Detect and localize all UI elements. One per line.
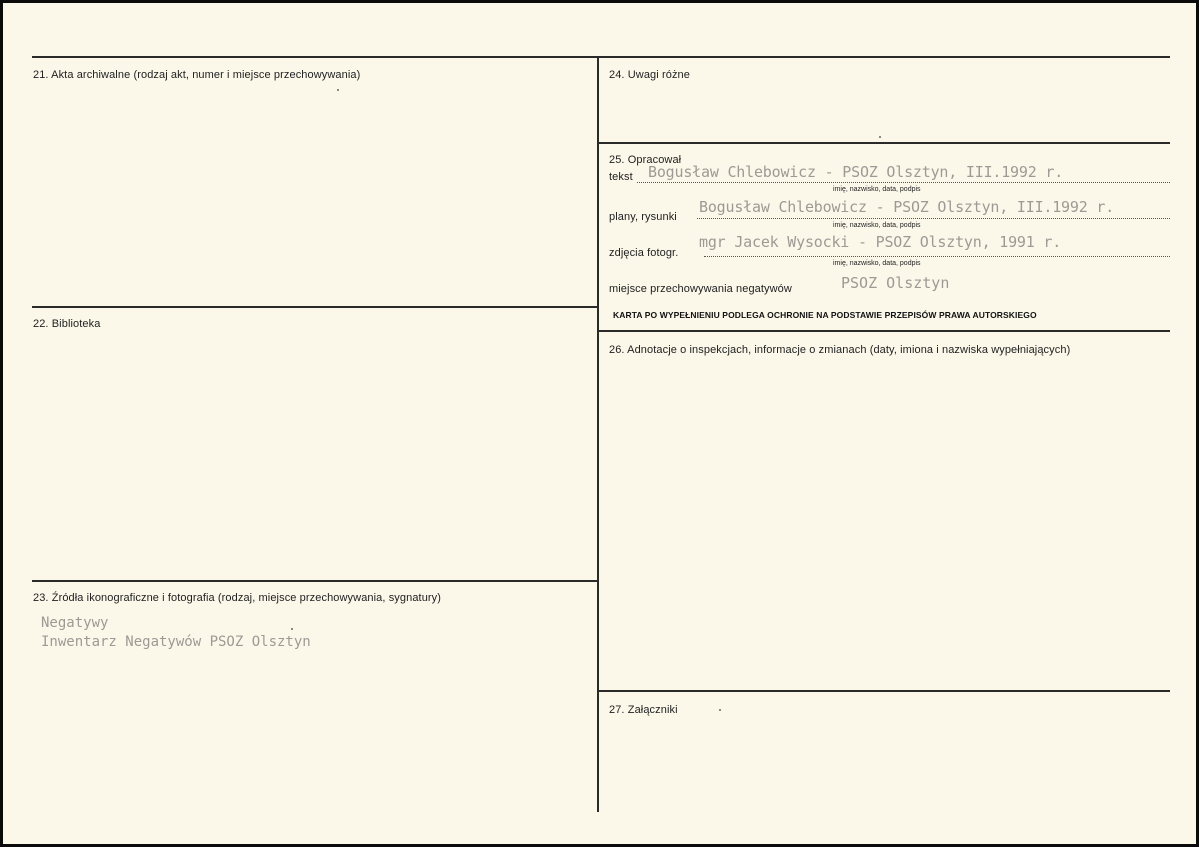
section-27-label: 27. Załączniki xyxy=(609,704,678,716)
text-author-dotline xyxy=(637,182,1170,183)
rule-25-26 xyxy=(597,330,1170,332)
rule-21-22 xyxy=(32,306,599,308)
copyright-notice: KARTA PO WYPEŁNIENIU PODLEGA OCHRONIE NA PODSTAWIE PRZEPISÓW PRAWA AUTORSKIEGO xyxy=(613,310,1037,320)
photos-author-dotline xyxy=(704,256,1170,257)
section-21-label: 21. Akta archiwalne (rodzaj akt, numer i miejsce przechowywania) xyxy=(33,69,361,81)
paper-speck xyxy=(879,136,881,138)
plans-author-value: Bogusław Chlebowicz - PSOZ Olsztyn, III.1992 r. xyxy=(699,198,1115,216)
photos-author-value: mgr Jacek Wysocki - PSOZ Olsztyn, 1991 r. xyxy=(699,233,1062,251)
section-25-label: 25. Opracował xyxy=(609,154,682,166)
negatives-location-value: PSOZ Olsztyn xyxy=(841,274,950,292)
plans-author-label: plany, rysunki xyxy=(609,211,677,223)
section-23-entry-inventory: Inwentarz Negatywów PSOZ Olsztyn xyxy=(41,634,311,650)
paper-speck xyxy=(719,709,721,711)
text-author-caption: imię, nazwisko, data, podpis xyxy=(833,186,921,193)
section-22-label: 22. Biblioteka xyxy=(33,318,101,330)
rule-24-25 xyxy=(597,142,1170,144)
photos-author-label: zdjęcia fotogr. xyxy=(609,247,679,259)
text-author-value: Bogusław Chlebowicz - PSOZ Olsztyn, III.1992 r. xyxy=(648,163,1064,181)
rule-22-23 xyxy=(32,580,599,582)
negatives-location-label: miejsce przechowywania negatywów xyxy=(609,283,792,295)
plans-author-caption: imię, nazwisko, data, podpis xyxy=(833,222,921,229)
paper-speck xyxy=(291,628,293,630)
text-author-label: tekst xyxy=(609,171,633,183)
photos-author-caption: imię, nazwisko, data, podpis xyxy=(833,260,921,267)
plans-author-dotline xyxy=(697,218,1170,219)
section-24-label: 24. Uwagi różne xyxy=(609,69,690,81)
column-divider xyxy=(597,56,599,812)
section-23-entry-negatives: Negatywy xyxy=(41,615,109,631)
paper-speck xyxy=(337,89,339,91)
section-23-label: 23. Źródła ikonograficzne i fotografia (rodzaj, miejsce przechowywania, sygnatury) xyxy=(33,592,442,604)
top-rule xyxy=(32,56,1170,58)
rule-26-27 xyxy=(597,690,1170,692)
section-26-label: 26. Adnotacje o inspekcjach, informacje o zmianach (daty, imiona i nazwiska wypełniających) xyxy=(609,344,1071,356)
record-card xyxy=(3,3,1196,844)
